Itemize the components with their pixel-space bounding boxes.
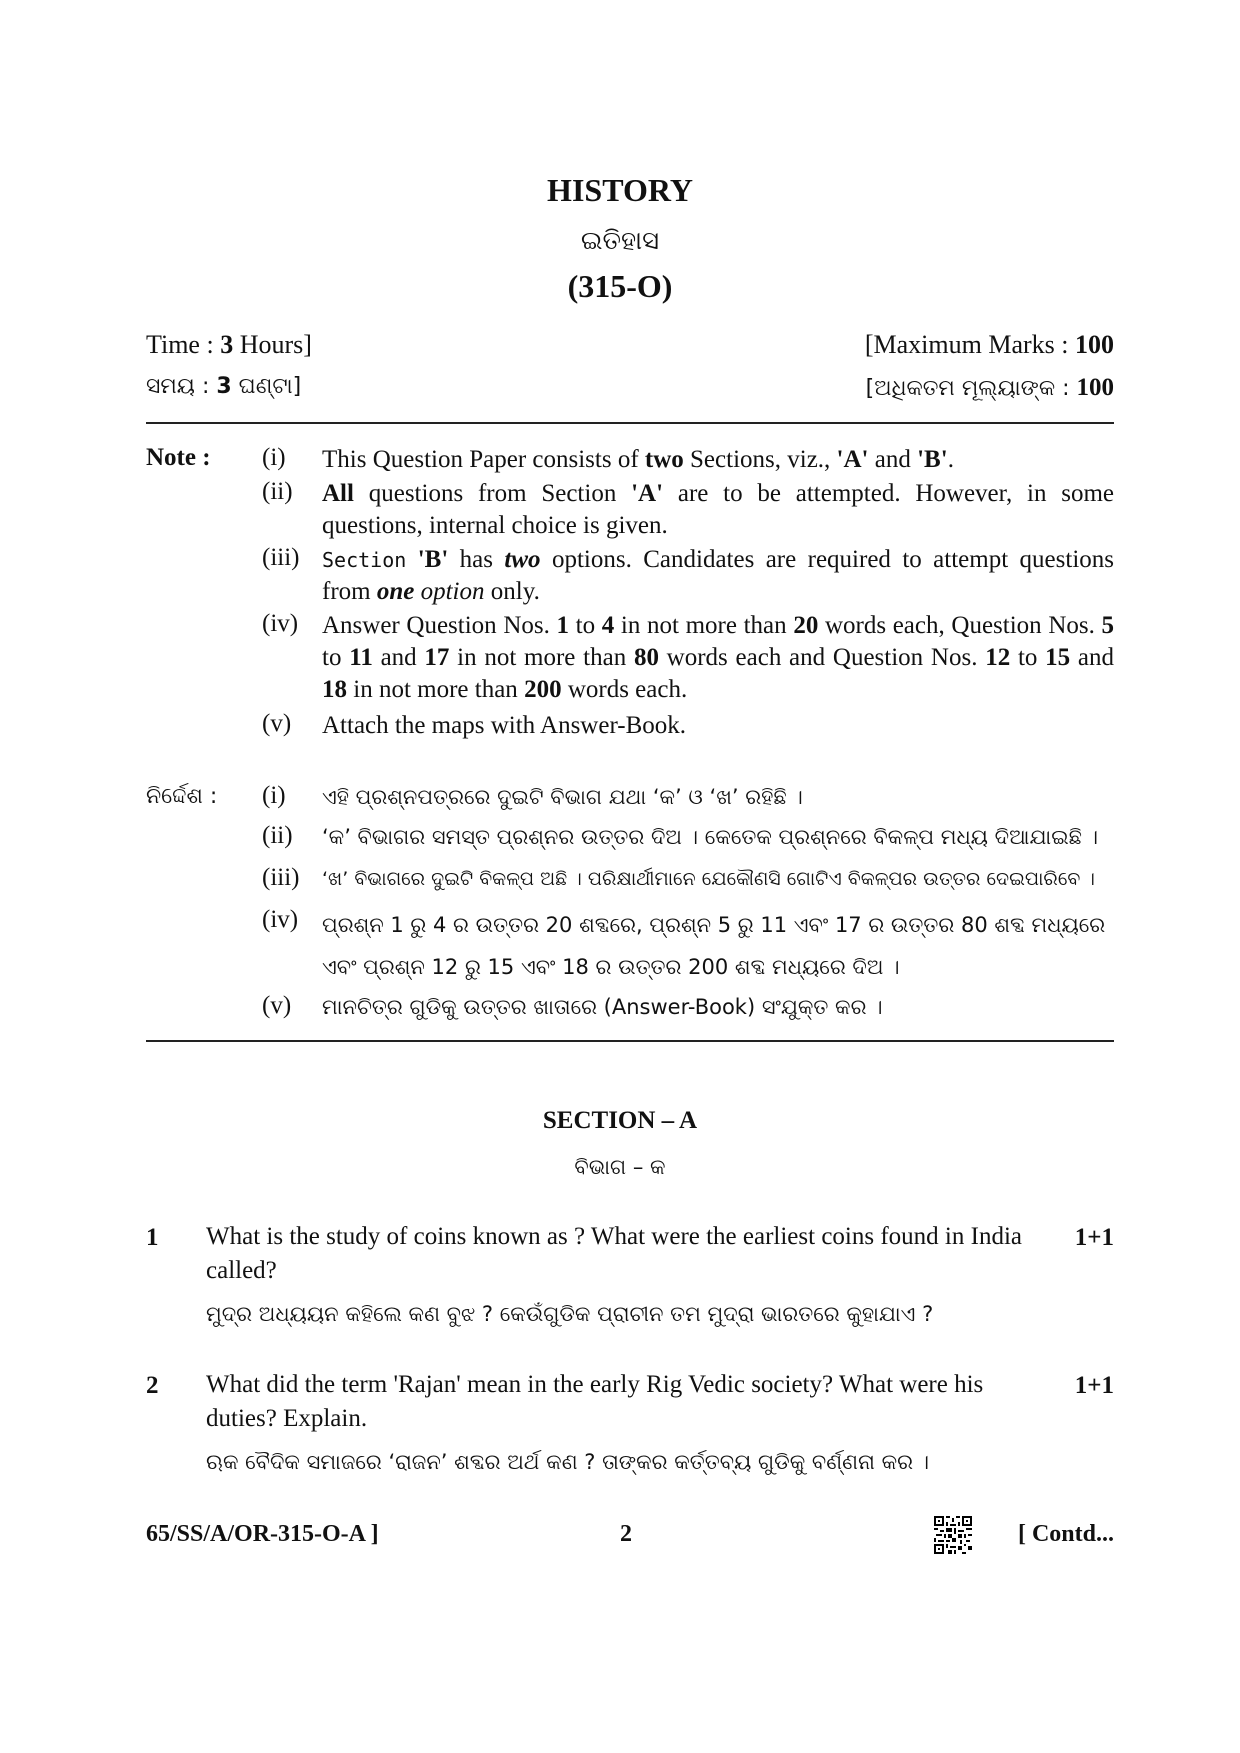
note-odia-item: ଏହି ପ୍ରଶ୍ନପତ୍ରରେ ଦୁଇଟି ବିଭାଗ ଯଥା ‘କ’ ଓ ‘ଖ’ ରହିଛି । bbox=[322, 785, 803, 809]
question-text-odia: ମୁଦ୍ର ଅଧ୍ୟୟନ କହିଲେ କଣ ବୁଝ ? କେଉଁଗୁଡିକ ପ୍ରାଚୀନ ତମ ମୁଦ୍ରା ଭାରତରେ କୁହାଯାଏ ? bbox=[206, 1302, 934, 1326]
section-title-odia: ବିଭାଗ – କ bbox=[574, 1155, 666, 1179]
note-odia-num: (v) bbox=[262, 992, 292, 1019]
question-number: 2 bbox=[146, 1372, 159, 1399]
max-marks-line: [Maximum Marks : 100 bbox=[864, 330, 1114, 359]
note-num: (v) bbox=[262, 710, 292, 737]
note-odia-item: ମାନଚିତ୍ର ଗୁଡିକୁ ଉତ୍ତର ଖାତାରେ (Answer-Book) ସଂଯୁକ୍ତ କର । bbox=[322, 995, 883, 1019]
paper-title-odia: ଇତିହାସ bbox=[580, 226, 660, 256]
note-odia-num: (ii) bbox=[262, 822, 293, 849]
page-number: 2 bbox=[620, 1521, 632, 1547]
max-marks-line-odia: [ଅଧିକତମ ମୂଲ୍ୟାଙ୍କ : 100 bbox=[865, 374, 1114, 401]
note-item: All questions from Section 'A' are to be attempted. However, in some questions, internal choice is given. bbox=[322, 480, 1114, 539]
note-item: Answer Question Nos. 1 to 4 in not more than 20 words each, Question Nos. 5 to 11 and 17 in not more than 80 words each and Question Nos. 12 to 15 and 18 in not more than 200 words each. bbox=[322, 612, 1114, 703]
note-item: Attach the maps with Answer-Book. bbox=[322, 712, 687, 739]
subject-code: (315-O) bbox=[567, 268, 673, 304]
question-number: 1 bbox=[146, 1224, 159, 1251]
question-marks: 1+1 bbox=[1074, 1372, 1114, 1399]
bottom-divider bbox=[146, 1040, 1114, 1042]
footer-paper-code: 65/SS/A/OR-315-O-A ] bbox=[146, 1521, 379, 1547]
note-odia-num: (iii) bbox=[262, 864, 300, 891]
note-odia-item: ‘କ’ ବିଭାଗର ସମସ୍ତ ପ୍ରଶ୍ନର ଉତ୍ତର ଦିଅ । କେତେକ ପ୍ରଶ୍ନରେ ବିକଳ୍ପ ମଧ୍ୟ ଦିଆଯାଇଛି । bbox=[322, 825, 1099, 849]
note-odia-item: ‘ଖ’ ବିଭାଗରେ ଦୁଇଟି ବିକଳ୍ପ ଅଛି । ପରିକ୍ଷାର୍ଥୀମାନେ ଯେକୌଣସି ଗୋଟିଏ ବିକଳ୍ପର ଉତ୍ତର ଦେଇପାରିବେ । bbox=[322, 868, 1095, 890]
top-divider bbox=[146, 422, 1114, 424]
question-text: What is the study of coins known as ? What were the earliest coins found in India called? bbox=[206, 1223, 1022, 1284]
paper-title: HISTORY bbox=[547, 172, 693, 208]
question-text-odia: ଋକ ବୈଦିକ ସମାଜରେ ‘ରାଜନ’ ଶବ୍ଦର ଅର୍ଥ କଣ ? ତାଙ୍କର କର୍ତ୍ତବ୍ୟ ଗୁଡିକୁ ବର୍ଣ୍ଣନା କର । bbox=[206, 1450, 930, 1474]
note-label: Note : bbox=[146, 444, 211, 471]
note-label-odia: ନିର୍ଦ୍ଦେଶ : bbox=[146, 784, 218, 809]
note-item: Section 'B' has two options. Candidates are required to attempt questions from one option only. bbox=[322, 546, 1114, 605]
question-marks: 1+1 bbox=[1074, 1224, 1114, 1251]
time-line-odia: ସମୟ : 3 ଘଣ୍ଟା] bbox=[146, 374, 302, 399]
time-line: Time : 3 Hours] bbox=[146, 330, 312, 359]
note-num: (iv) bbox=[262, 610, 299, 637]
qr-code-icon bbox=[934, 1516, 972, 1554]
note-odia-num: (iv) bbox=[262, 906, 299, 933]
question-text: What did the term 'Rajan' mean in the early Rig Vedic society? What were his duties? Explain. bbox=[206, 1371, 984, 1432]
note-item: This Question Paper consists of two Sections, viz., 'A' and 'B'. bbox=[322, 446, 954, 473]
note-num: (ii) bbox=[262, 478, 293, 505]
section-title: SECTION – A bbox=[542, 1107, 698, 1134]
note-odia-item: ପ୍ରଶ୍ନ 1 ରୁ 4 ର ଉତ୍ତର 20 ଶବ୍ଦରେ, ପ୍ରଶ୍ନ 5 ରୁ 11 ଏବଂ 17 ର ଉତ୍ତର 80 ଶବ୍ଦ ମଧ୍ୟରେ ଏବଂ ପ୍ରଶ୍ନ 12 ରୁ 15 ଏବଂ 18 ର ଉତ୍ତର 200 ଶବ୍ଦ ମଧ୍ୟରେ ଦିଅ । bbox=[322, 913, 1106, 979]
note-num: (i) bbox=[262, 444, 286, 471]
continued-label: [ Contd... bbox=[1017, 1521, 1114, 1547]
note-odia-num: (i) bbox=[262, 782, 286, 809]
note-num: (iii) bbox=[262, 544, 300, 571]
